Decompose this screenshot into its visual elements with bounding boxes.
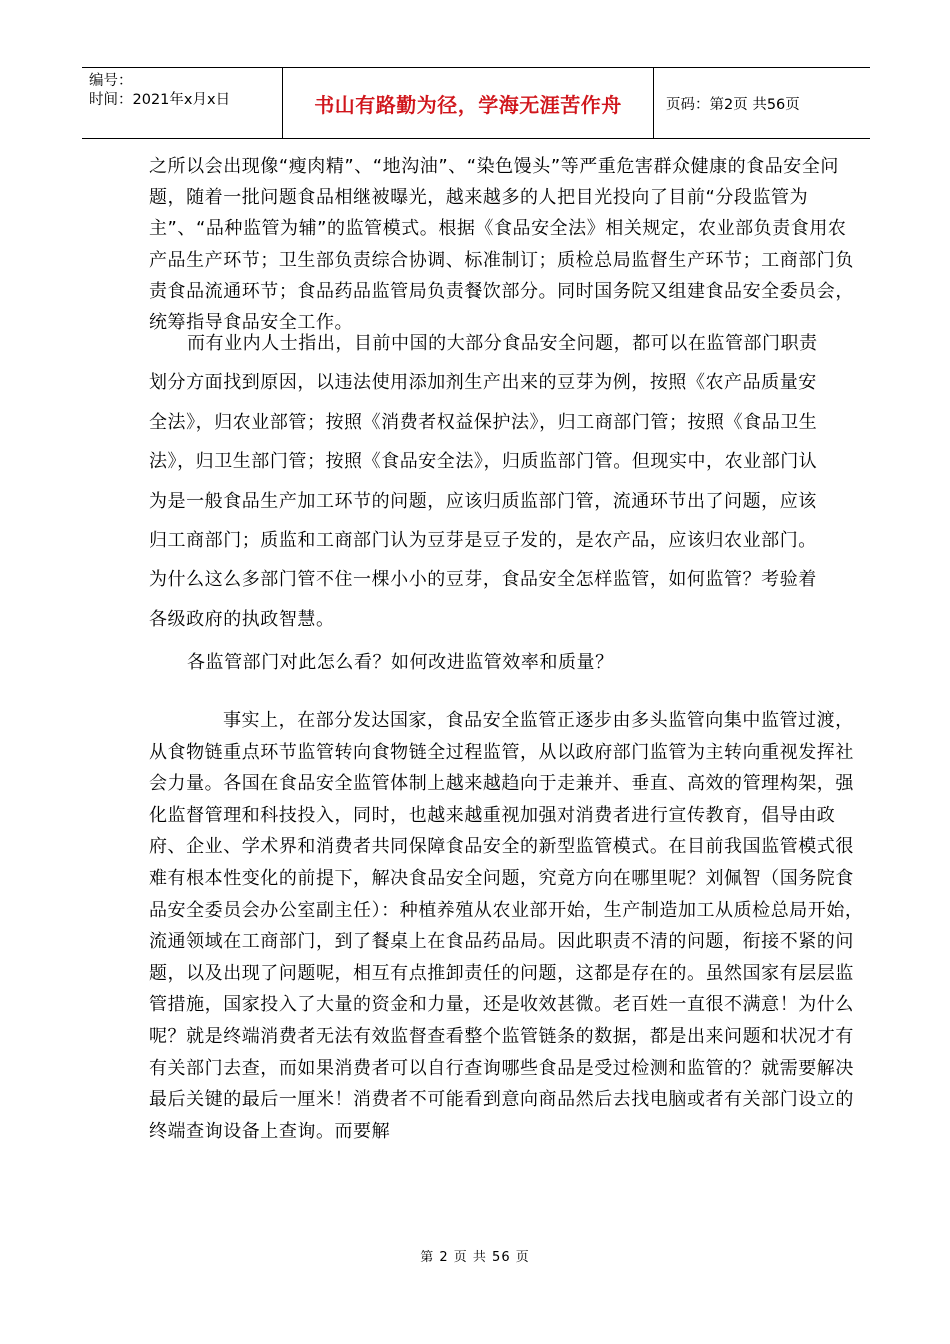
header-meta [82,68,282,138]
footer-page-number: 第 2 页 共 56 页 [420,1250,530,1265]
document-time-label: 时间：2021年x月x日 [89,92,231,108]
page-code-text: 页码：第2页 共56页 [666,96,800,113]
document-number-label: 编号： [89,73,133,89]
header-motto-cell [282,68,654,138]
header-motto: 书山有路勤为径，学海无涯苦作舟 [314,92,622,117]
body-paragraph-2: 而有业内人士指出，目前中国的大部分食品安全问题，都可以在监管部门职责划分方面找到原因，以违法使用添加剂生产出来的豆芽为例，按照《农产品质量安全法》，归农业部管；按照《消费者权益保护法》，归工商部门管；按照《食品卫生法》，归卫生部门管；按照《食品安全法》，归质监部门管。但现实中，农业部门认为是一般食品生产加工环节的问题，应该归质监部门管，流通环节出了问题，应该归工商部门；质监和工商部门认为豆芽是豆子发的，是农产品，应该归农业部门。为什么这么多部门管不住一棵小小的豆芽，食品安全怎样监管，如何监管？考验着各级政府的执政智慧。 [149,333,818,630]
page-header [82,67,870,139]
body-paragraph-4: 事实上，在部分发达国家，食品安全监管正逐步由多头监管向集中监管过渡，从食物链重点环节监管转向食物链全过程监管，从以政府部门监管为主转向重视发挥社会力量。各国在食品安全监管体制上越来越趋向于走兼并、垂直、高效的管理构架，强化监督管理和科技投入，同时，也越来越重视加强对消费者进行宣传教育，倡导由政府、企业、学术界和消费者共同保障食品安全的新型监管模式。在目前我国监管模式很难有根本性变化的前提下，解决食品安全问题，究竟方向在哪里呢？刘佩智（国务院食品安全委员会办公室副主任）：种植养殖从农业部开始，生产制造加工从质检总局开始，流通领域在工商部门，到了餐桌上在食品药品局。因此职责不清的问题，衔接不紧的问题，以及出现了问题呢，相互有点推卸责任的问题，这都是存在的。虽然国家有层层监管措施，国家投入了大量的资金和力量，还是收效甚微。老百姓一直很不满意！为什么呢？就是终端消费者无法有效监督查看整个监管链条的数据，都是出来问题和状况才有有关部门去查，而如果消费者可以自行查询哪些食品是受过检测和监管的？就需要解决最后关键的最后一厘米！消费者不可能看到意向商品然后去找电脑或者有关部门设立的终端查询设备上查询。而要解 [149,710,864,1142]
body-paragraph-3: 各监管部门对此怎么看？如何改进监管效率和质量？ [187,652,614,673]
page-footer [0,1246,950,1265]
header-page-code [654,68,870,138]
body-paragraph-1: 之所以会出现像“瘦肉精”、“地沟油”、“染色馒头”等严重危害群众健康的食品安全问题，随着一批问题食品相继被曝光，越来越多的人把目光投向了目前“分段监管为主”、“品种监管为辅”的监管模式。根据《食品安全法》相关规定，农业部负责食用农产品生产环节；卫生部负责综合协调、标准制订；质检总局监督生产环节；工商部门负责食品流通环节；食品药品监管局负责餐饮部分。同时国务院又组建食品安全委员会，统筹指导食品安全工作。 [149,156,854,334]
